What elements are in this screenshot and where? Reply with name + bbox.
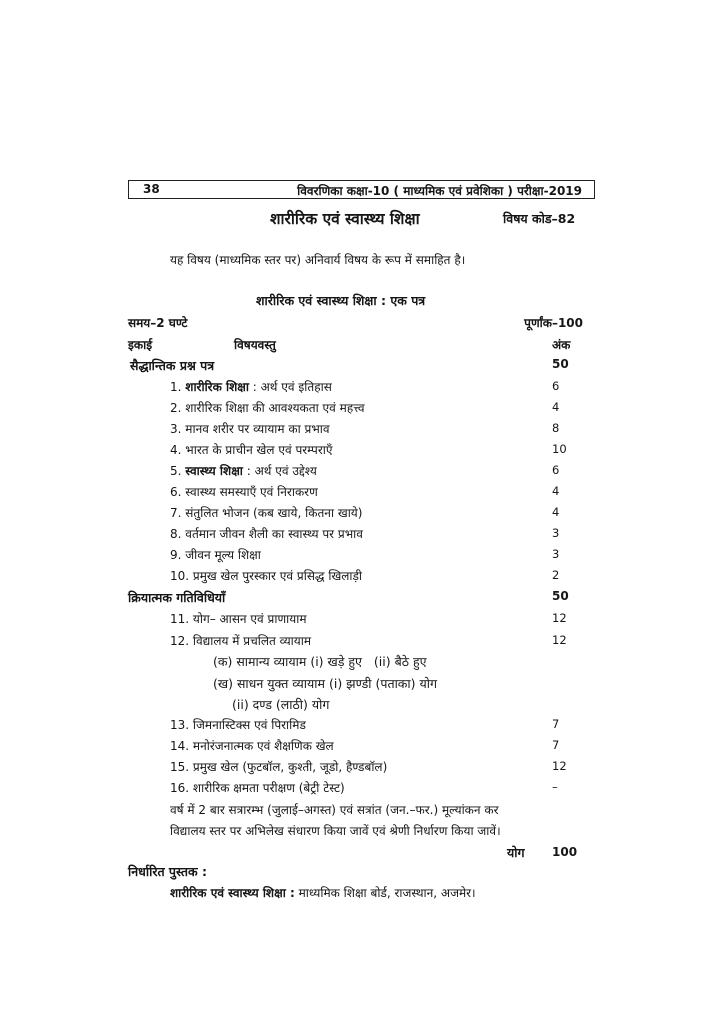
column-content: विषयवस्तु bbox=[234, 338, 276, 352]
item-marks: 7 bbox=[552, 738, 560, 752]
practical-marks: 50 bbox=[552, 589, 569, 603]
sub-item-a: (क) सामान्य व्यायाम (i) खड़े हुए (ii) बैठे हुए bbox=[213, 654, 427, 669]
full-marks: पूर्णांक–100 bbox=[524, 316, 583, 330]
note-line-2: विद्यालय स्तर पर अभिलेख संधारण किया जावें एवं श्रेणी निर्धारण किया जावें। bbox=[170, 824, 501, 838]
list-item: 13. जिमनास्टिक्स एवं पिरामिड bbox=[170, 718, 306, 732]
item-marks: 7 bbox=[552, 717, 560, 731]
page-header bbox=[128, 180, 595, 199]
total-label: योग bbox=[507, 845, 525, 860]
item-marks: 12 bbox=[552, 611, 567, 625]
item-marks: 4 bbox=[552, 400, 560, 414]
item-marks: 8 bbox=[552, 421, 560, 435]
list-item: 4. भारत के प्राचीन खेल एवं परम्पराएँ bbox=[170, 443, 333, 457]
item-marks: 4 bbox=[552, 484, 560, 498]
list-item: 10. प्रमुख खेल पुरस्कार एवं प्रसिद्ध खिलाड़ी bbox=[170, 569, 363, 583]
list-item: 6. स्वास्थ्य समस्याएँ एवं निराकरण bbox=[170, 485, 318, 499]
practical-title: क्रियात्मक गतिविधियाँ bbox=[128, 590, 226, 605]
theory-marks: 50 bbox=[552, 357, 569, 371]
books-title: निर्धारित पुस्तक : bbox=[128, 864, 207, 879]
list-item: 7. संतुलित भोजन (कब खाये, कितना खाये) bbox=[170, 506, 363, 520]
list-item: 2. शारीरिक शिक्षा की आवश्यकता एवं महत्त्व bbox=[170, 401, 365, 415]
page-number: 38 bbox=[143, 182, 160, 196]
item-marks: 12 bbox=[552, 633, 567, 647]
item-marks: 12 bbox=[552, 759, 567, 773]
sub-item-b: (ख) साधन युक्त व्यायाम (i) झण्डी (पताका) योग bbox=[213, 676, 438, 691]
header-title: विवरणिका कक्षा-10 ( माध्यमिक एवं प्रवेशिका ) परीक्षा-2019 bbox=[297, 184, 582, 198]
theory-title: सैद्धान्तिक प्रश्न पत्र bbox=[130, 358, 215, 373]
list-item: 15. प्रमुख खेल (फुटबॉल, कुश्ती, जूडो, हैण्डबॉल) bbox=[170, 760, 388, 774]
subject-intro: यह विषय (माध्यमिक स्तर पर) अनिवार्य विषय के रूप में समाहित है। bbox=[170, 253, 466, 267]
list-item: 16. शारीरिक क्षमता परीक्षण (बेट्री टेस्ट) bbox=[170, 781, 345, 795]
subject-title: शारीरिक एवं स्वास्थ्य शिक्षा bbox=[270, 210, 420, 228]
list-item: 8. वर्तमान जीवन शैली का स्वास्थ्य पर प्रभाव bbox=[170, 527, 363, 541]
item-marks: – bbox=[552, 780, 558, 794]
column-unit: इकाई bbox=[128, 338, 153, 352]
item-marks: 6 bbox=[552, 379, 560, 393]
list-item: 12. विद्यालय में प्रचलित व्यायाम bbox=[170, 634, 312, 648]
list-item: 5. स्वास्थ्य शिक्षा : अर्थ एवं उद्देश्य bbox=[170, 464, 317, 478]
item-marks: 6 bbox=[552, 463, 560, 477]
item-marks: 4 bbox=[552, 505, 560, 519]
list-item: 9. जीवन मूल्य शिक्षा bbox=[170, 548, 261, 562]
paper-title: शारीरिक एवं स्वास्थ्य शिक्षा : एक पत्र bbox=[256, 293, 426, 308]
total-value: 100 bbox=[552, 845, 578, 859]
list-item: 1. शारीरिक शिक्षा : अर्थ एवं इतिहास bbox=[170, 380, 332, 394]
item-marks: 2 bbox=[552, 568, 560, 582]
note-line-1: वर्ष में 2 बार सत्रारम्भ (जुलाई–अगस्त) एवं सत्रांत (जन.–फर.) मूल्यांकन कर bbox=[170, 803, 499, 817]
exam-time: समय–2 घण्टे bbox=[128, 316, 188, 330]
item-marks: 3 bbox=[552, 547, 560, 561]
item-marks: 3 bbox=[552, 526, 560, 540]
list-item: 11. योग– आसन एवं प्राणायाम bbox=[170, 612, 307, 626]
sub-item-b2: (ii) दण्ड (लाठी) योग bbox=[232, 697, 330, 712]
list-item: 14. मनोरंजनात्मक एवं शैक्षणिक खेल bbox=[170, 739, 334, 753]
list-item: 3. मानव शरीर पर व्यायाम का प्रभाव bbox=[170, 422, 330, 436]
column-marks: अंक bbox=[552, 338, 571, 352]
item-marks: 10 bbox=[552, 442, 567, 456]
book-entry: शारीरिक एवं स्वास्थ्य शिक्षा : माध्यमिक शिक्षा बोर्ड, राजस्थान, अजमेर। bbox=[170, 886, 476, 900]
subject-code: विषय कोड–82 bbox=[503, 211, 576, 226]
